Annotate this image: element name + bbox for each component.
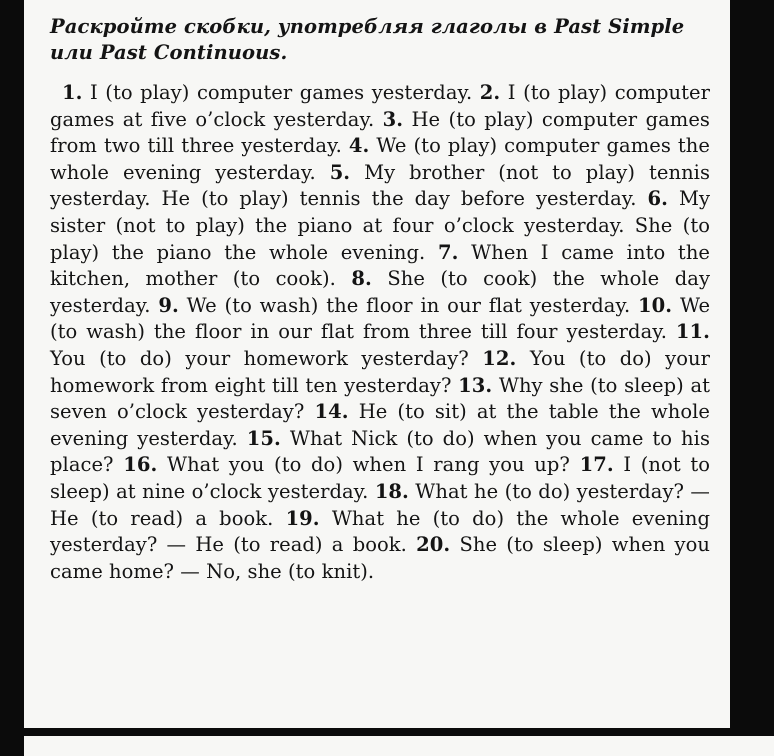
item-number: 4. bbox=[348, 134, 370, 158]
item-number: 7. bbox=[438, 240, 459, 264]
item-number: 9. bbox=[158, 293, 179, 317]
next-page-edge bbox=[24, 736, 774, 756]
item-number: 19. bbox=[285, 506, 320, 530]
item-number: 14. bbox=[314, 400, 349, 424]
textbook-page bbox=[24, 0, 730, 728]
item-number: 15. bbox=[246, 426, 281, 450]
item-number: 2. bbox=[479, 81, 501, 104]
item-sentence: I (to play) computer games yesterday. bbox=[90, 81, 473, 104]
item-sentence: Why she (to sleep) at seven o’clock yesterday? bbox=[50, 373, 711, 424]
item-sentence: What you (to do) when I rang you up? bbox=[166, 453, 570, 477]
item-number: 12. bbox=[482, 346, 517, 370]
item-number: 17. bbox=[579, 453, 614, 477]
item-number: 6. bbox=[647, 187, 668, 211]
item-sentence: We (to play) computer games the whole evening yesterday. bbox=[50, 134, 710, 184]
item-number: 18. bbox=[374, 479, 409, 503]
item-sentence: You (to do) your homework yesterday? bbox=[50, 346, 469, 370]
item-sentence: I (not to sleep) at nine o’clock yesterday. bbox=[50, 453, 711, 503]
item-number: 8. bbox=[351, 267, 372, 291]
item-sentence: We (to wash) the floor in our flat from three till four yesterday. bbox=[50, 293, 711, 344]
item-number: 1. bbox=[62, 81, 83, 104]
item-number: 11. bbox=[675, 320, 710, 344]
item-sentence: You (to do) your homework from eight till ten yesterday? bbox=[50, 346, 711, 397]
item-number: 20. bbox=[416, 533, 451, 557]
item-sentence: I (to play) computer games at five o’clock yesterday. bbox=[50, 81, 711, 131]
item-number: 10. bbox=[638, 293, 673, 317]
item-sentence: She (to cook) the whole day yesterday. bbox=[50, 267, 711, 317]
item-number: 3. bbox=[382, 107, 404, 131]
item-sentence: He (to sit) at the table the whole evening yesterday. bbox=[50, 400, 710, 450]
exercise-instruction: Раскройте скобки, употребляя глаголы в Past Simple или Past Continuous. bbox=[50, 15, 685, 64]
item-number: 13. bbox=[458, 373, 493, 397]
item-number: 5. bbox=[329, 160, 351, 184]
item-sentence: My sister (not to play) the piano at four o’clock yesterday. She (to play) the piano the whole evening. bbox=[50, 187, 711, 264]
exercise-body bbox=[50, 80, 710, 585]
item-sentence: When I came into the kitchen, mother (to cook). bbox=[50, 240, 711, 291]
item-sentence: What he (to do) the whole evening yesterday? — He (to read) a book. bbox=[50, 506, 710, 557]
item-sentence: He (to play) computer games from two till three yesterday. bbox=[50, 107, 710, 158]
item-sentence: We (to wash) the floor in our flat yesterday. bbox=[186, 293, 631, 317]
item-sentence: She (to sleep) when you came home? — No, she (to knit). bbox=[50, 533, 711, 583]
item-sentence: What he (to do) yesterday? — He (to read) a book. bbox=[50, 479, 710, 530]
item-number: 16. bbox=[123, 453, 158, 477]
item-sentence: What Nick (to do) when you came to his place? bbox=[50, 426, 711, 477]
item-sentence: My brother (not to play) tennis yesterday. He (to play) tennis the day before yesterday. bbox=[50, 160, 711, 211]
